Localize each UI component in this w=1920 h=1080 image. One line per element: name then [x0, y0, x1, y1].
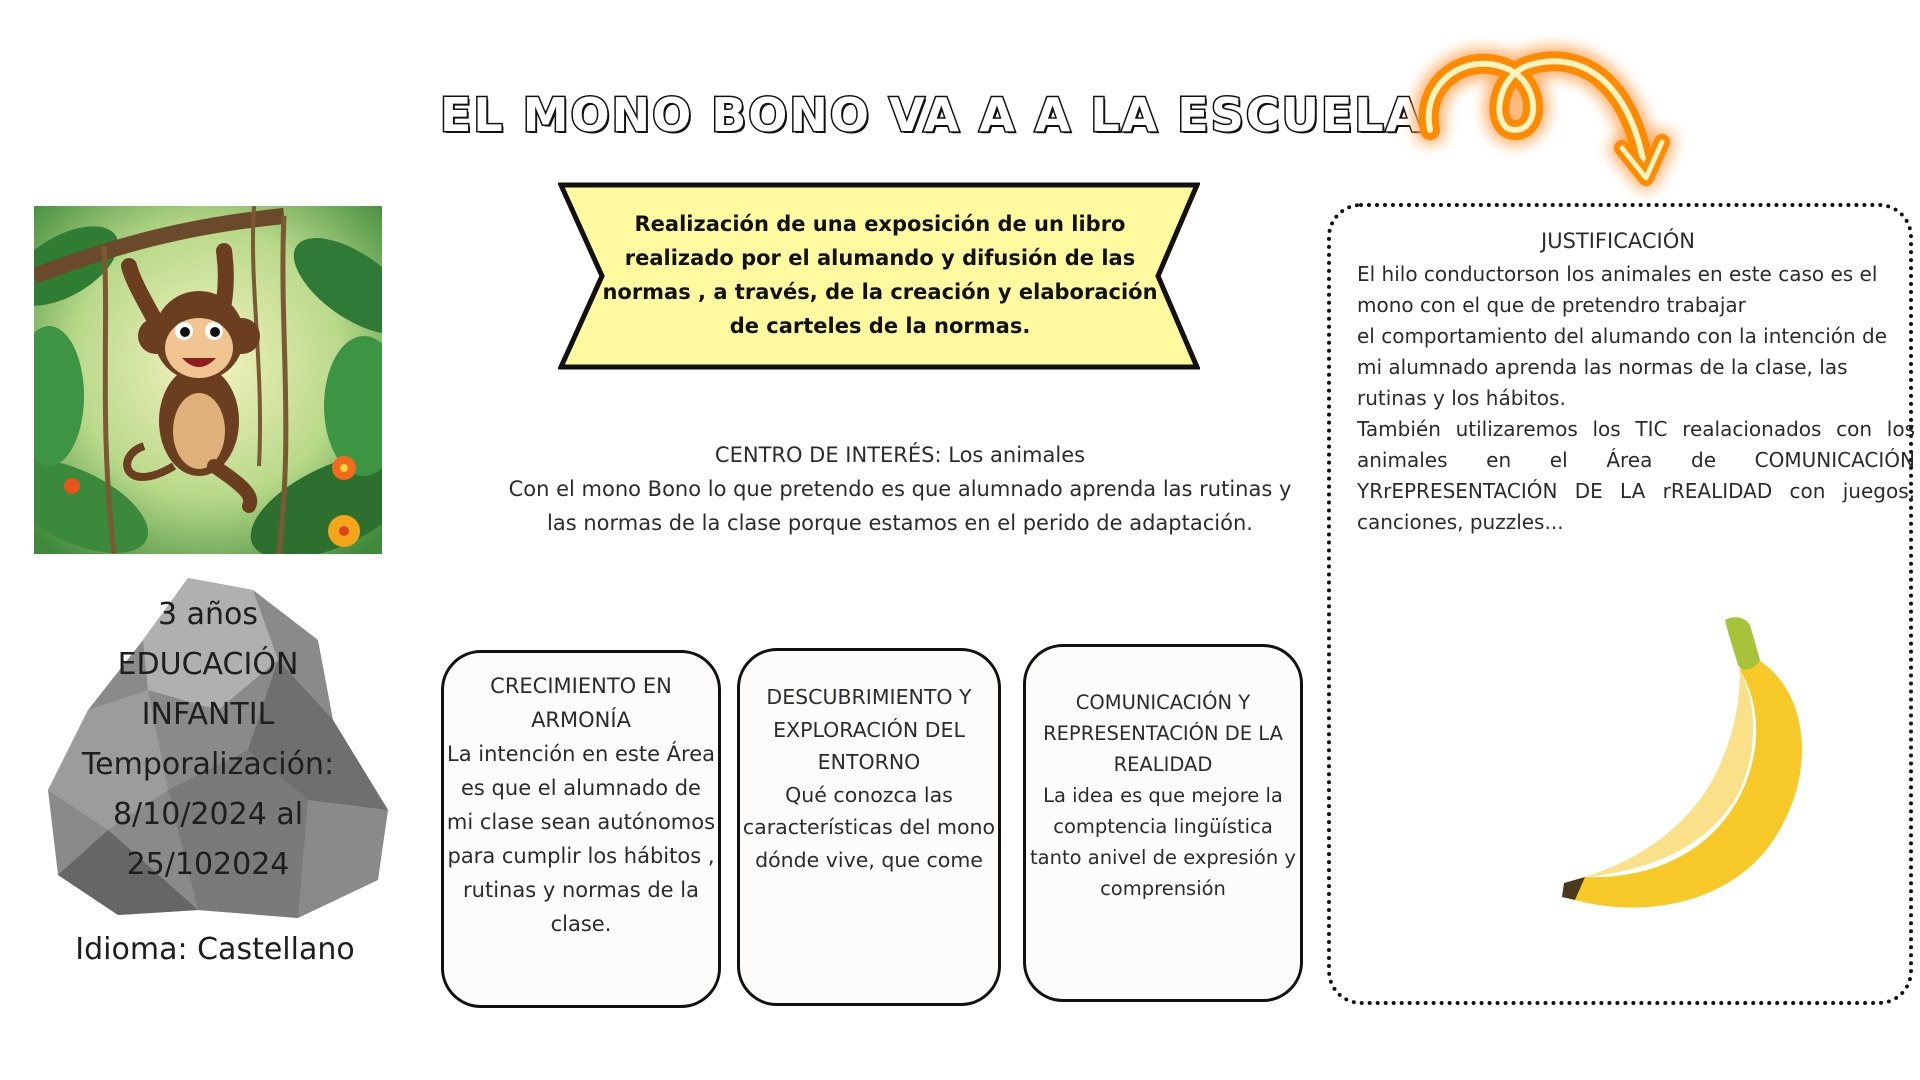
area-card-crecimiento	[441, 650, 721, 1008]
banner-text: Realización de una exposición de un libro realizado por el alumando y difusión de las normas , a través, de la creación y elaboración de carteles de la normas.	[602, 212, 1158, 338]
age-label: 3 años	[157, 597, 258, 632]
banana-illustration	[1550, 615, 1830, 920]
justification-line: el comportamiento del alumando con la intención de	[1357, 324, 1888, 348]
interest-line: Con el mono Bono lo que pretendo es que alumnado aprenda las rutinas y	[508, 477, 1292, 501]
timing-label: Temporalización:	[81, 747, 335, 782]
justification-text	[1357, 259, 1915, 538]
interest-heading: CENTRO DE INTERÉS: Los animales	[714, 443, 1086, 467]
area-card-title: COMUNICACIÓN Y REPRESENTACIÓN DE LA REALIDAD	[1043, 691, 1283, 776]
justification-line: El hilo conductorson los animales en este caso es el mono con el que de pretendro trabajar	[1357, 262, 1878, 317]
area-card-body: Qué conozca las características del mono dónde vive, que come	[742, 782, 996, 872]
page-title: EL MONO BONO VA A A LA ESCUELA	[440, 88, 1424, 142]
justification-title: JUSTIFICACIÓN	[1541, 229, 1695, 253]
stage-label: EDUCACIÓN	[117, 647, 299, 682]
justification-line: mi alumnado aprenda las normas de la clase, las rutinas y los hábitos.	[1357, 355, 1848, 410]
curved-arrow-icon	[1390, 20, 1690, 210]
course-info	[58, 590, 358, 890]
area-card-title: CRECIMIENTO EN ARMONÍA	[490, 674, 672, 732]
area-card-title: DESCUBRIMIENTO Y EXPLORACIÓN DEL ENTORNO	[766, 685, 972, 774]
area-card-descubrimiento	[737, 648, 1001, 1006]
area-card-body: La intención en este Área es que el alumnado de mi clase sean autónomos para cumplir los hábitos , rutinas y normas de la clase.	[446, 742, 716, 936]
interest-line: las normas de la clase porque estamos en el perido de adaptación.	[547, 511, 1253, 535]
language-label: Idioma: Castellano	[75, 932, 355, 967]
interest-section	[470, 438, 1330, 540]
justification-line: También utilizaremos los TIC realacionados con los animales en el Área de COMUNICACIÓN YRrEPRESENTACIÓN DE LA rREALIDAD con juegos, canciones, puzzles...	[1357, 417, 1915, 534]
area-card-body: La idea es que mejore la comptencia lingüística tanto anivel de expresión y comprensión	[1030, 784, 1296, 900]
timing-dates: 25/102024	[126, 847, 290, 882]
stage-label: INFANTIL	[141, 697, 275, 732]
monkey-illustration	[34, 206, 382, 554]
area-card-comunicacion	[1023, 644, 1303, 1002]
timing-dates: 8/10/2024 al	[112, 797, 304, 832]
